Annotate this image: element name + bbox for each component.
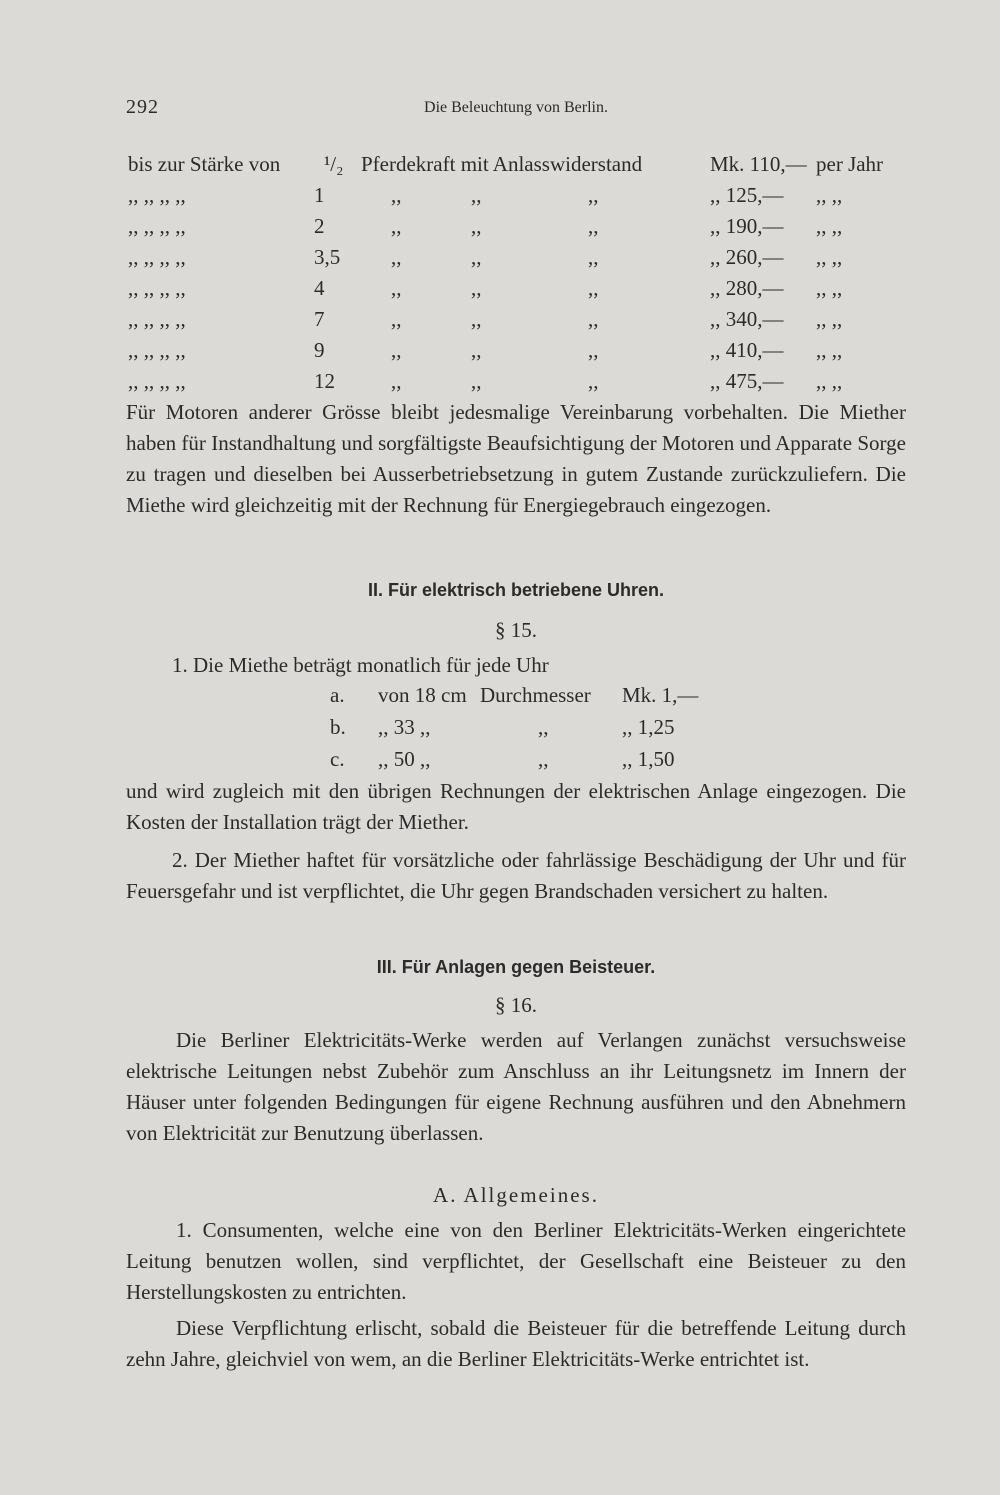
motor-terms-paragraph: Für Motoren anderer Grösse bleibt jedesmalige Vereinbarung vorbehalten. Die Miether haben für Instandhaltung und sorgfältigste Beaufsichtigung der Motoren und Apparate Sorge zu tragen und dieselben bei Ausserbetriebsetzung in gutem Zustande zurückzuliefern. Die Miethe wird gleichzeitig mit der Rechnung für Energiegebrauch eingezogen. bbox=[126, 400, 906, 517]
ditto-mark: ,, bbox=[588, 214, 599, 238]
ditto-mark: ,, bbox=[391, 338, 402, 362]
rate-lead: ,, ,, ,, ,, bbox=[128, 307, 186, 331]
ditto-mark: ,, bbox=[471, 338, 482, 362]
ditto-mark: ,, bbox=[471, 369, 482, 393]
rate-lead: ,, ,, ,, ,, bbox=[128, 245, 186, 269]
rate-size: ¹/₂ bbox=[324, 152, 344, 176]
ditto-mark: ,, bbox=[588, 245, 599, 269]
rate-row bbox=[126, 369, 908, 400]
ditto-mark: ,, bbox=[391, 245, 402, 269]
ditto-mark: ,, bbox=[471, 214, 482, 238]
rate-lead: ,, ,, ,, ,, bbox=[128, 369, 186, 393]
rate-price: ,, 475,— bbox=[710, 369, 784, 393]
rate-lead: ,, ,, ,, ,, bbox=[128, 183, 186, 207]
clock-liability-paragraph: 2. Der Miether haftet für vorsätzliche oder fahrlässige Beschädigung der Uhr und für Feuersgefahr und ist verpflichtet, die Uhr gegen Brandschaden versichert zu halten. bbox=[126, 848, 906, 903]
rate-size: 12 bbox=[314, 369, 335, 393]
ditto-mark: ,, bbox=[391, 183, 402, 207]
page-number: 292 bbox=[126, 96, 159, 118]
rate-size: 3,5 bbox=[314, 245, 341, 269]
section-heading-iii: III. Für Anlagen gegen Beisteuer. bbox=[376, 957, 656, 977]
rate-unit: ,, ,, bbox=[816, 307, 843, 331]
section-heading-ii: II. Für elektrisch betriebene Uhren. bbox=[367, 580, 665, 600]
rate-row bbox=[126, 152, 908, 183]
clock-rate-size: ,, 33 ,, bbox=[378, 715, 431, 739]
rate-size: 1 bbox=[314, 183, 325, 207]
rate-price: ,, 280,— bbox=[710, 276, 784, 300]
rate-price: ,, 190,— bbox=[710, 214, 784, 238]
rate-lead: ,, ,, ,, ,, bbox=[128, 276, 186, 300]
rate-lead: bis zur Stärke von bbox=[128, 152, 281, 176]
clock-rate-size: von 18 cm bbox=[378, 683, 467, 707]
rate-unit: ,, ,, bbox=[816, 245, 843, 269]
rate-price: Mk. 110,— bbox=[710, 152, 807, 176]
clock-rate-table bbox=[330, 683, 730, 779]
ditto-mark: ,, bbox=[588, 276, 599, 300]
rate-row bbox=[126, 338, 908, 369]
obligation-expiry-paragraph: Diese Verpflichtung erlischt, sobald die Beisteuer für die betreffende Leitung durch zehn Jahre, gleichviel von wem, an die Berliner Elektricitäts-Werke entrichtet ist. bbox=[126, 1316, 906, 1371]
ditto-mark: ,, bbox=[588, 369, 599, 393]
rate-unit: per Jahr bbox=[816, 152, 884, 176]
rate-price: ,, 410,— bbox=[710, 338, 784, 362]
rate-price: ,, 260,— bbox=[710, 245, 784, 269]
clock-rent-intro: 1. Die Miethe beträgt monatlich für jede Uhr bbox=[172, 653, 549, 677]
rate-unit: ,, ,, bbox=[816, 338, 843, 362]
clock-rate-row bbox=[330, 747, 730, 779]
clock-rate-price: Mk. 1,— bbox=[622, 683, 699, 707]
rate-size: 7 bbox=[314, 307, 325, 331]
subheading-allgemeines: A. Allgemeines. bbox=[433, 1183, 599, 1207]
page-header bbox=[126, 96, 906, 124]
rate-unit: ,, ,, bbox=[816, 276, 843, 300]
installation-terms-paragraph: Die Berliner Elektricitäts-Werke werden auf Verlangen zunächst versuchsweise elektrische Leitungen nebst Zubehör zum Anschluss an ihr Leitungsnetz im Innern der Häuser unter folgenden Bedingungen für eigene Rechnung ausführen und den Abnehmern von Elektricität zur Benutzung überlassen. bbox=[126, 1028, 906, 1145]
clock-rate-letter: a. bbox=[330, 683, 345, 707]
ditto-mark: ,, bbox=[588, 183, 599, 207]
rate-row bbox=[126, 307, 908, 338]
rate-lead: ,, ,, ,, ,, bbox=[128, 214, 186, 238]
ditto-mark: ,, bbox=[391, 214, 402, 238]
paragraph-mark-16: § 16. bbox=[495, 993, 537, 1017]
ditto-mark: ,, bbox=[588, 307, 599, 331]
rate-row bbox=[126, 276, 908, 307]
ditto-mark: ,, bbox=[588, 338, 599, 362]
clock-rate-row bbox=[330, 715, 730, 747]
ditto-mark: ,, bbox=[391, 276, 402, 300]
rate-lead: ,, ,, ,, ,, bbox=[128, 338, 186, 362]
clock-rate-price: ,, 1,25 bbox=[622, 715, 675, 739]
rate-description: Pferdekraft mit Anlasswiderstand bbox=[361, 152, 643, 176]
rate-price: ,, 340,— bbox=[710, 307, 784, 331]
clock-rate-description: Durchmesser bbox=[480, 683, 591, 707]
clock-rate-price: ,, 1,50 bbox=[622, 747, 675, 771]
rate-size: 4 bbox=[314, 276, 325, 300]
motor-rate-table bbox=[126, 152, 908, 400]
clock-rate-size: ,, 50 ,, bbox=[378, 747, 431, 771]
clock-rate-letter: b. bbox=[330, 715, 346, 739]
ditto-mark: ,, bbox=[471, 183, 482, 207]
ditto-mark: ,, bbox=[471, 307, 482, 331]
contribution-paragraph: 1. Consumenten, welche eine von den Berliner Elektricitäts-Werken eingerichtete Leitung benutzen wollen, sind verpflichtet, der Gesellschaft eine Beisteuer zu den Herstellungskosten zu entrichten. bbox=[126, 1218, 906, 1304]
ditto-mark: ,, bbox=[391, 307, 402, 331]
ditto-mark: ,, bbox=[471, 276, 482, 300]
clock-billing-paragraph: und wird zugleich mit den übrigen Rechnungen der elektrischen Anlage eingezogen. Die Kosten der Installation trägt der Miether. bbox=[126, 779, 906, 834]
rate-size: 9 bbox=[314, 338, 325, 362]
clock-rate-description: ,, bbox=[538, 715, 549, 739]
rate-row bbox=[126, 245, 908, 276]
rate-unit: ,, ,, bbox=[816, 183, 843, 207]
clock-rate-description: ,, bbox=[538, 747, 549, 771]
ditto-mark: ,, bbox=[471, 245, 482, 269]
rate-price: ,, 125,— bbox=[710, 183, 784, 207]
rate-row bbox=[126, 214, 908, 245]
rate-unit: ,, ,, bbox=[816, 369, 843, 393]
ditto-mark: ,, bbox=[391, 369, 402, 393]
rate-row bbox=[126, 183, 908, 214]
running-title: Die Beleuchtung von Berlin. bbox=[424, 99, 608, 116]
rate-unit: ,, ,, bbox=[816, 214, 843, 238]
rate-size: 2 bbox=[314, 214, 325, 238]
clock-rate-letter: c. bbox=[330, 747, 345, 771]
paragraph-mark-15: § 15. bbox=[495, 618, 537, 642]
clock-rate-row bbox=[330, 683, 730, 715]
